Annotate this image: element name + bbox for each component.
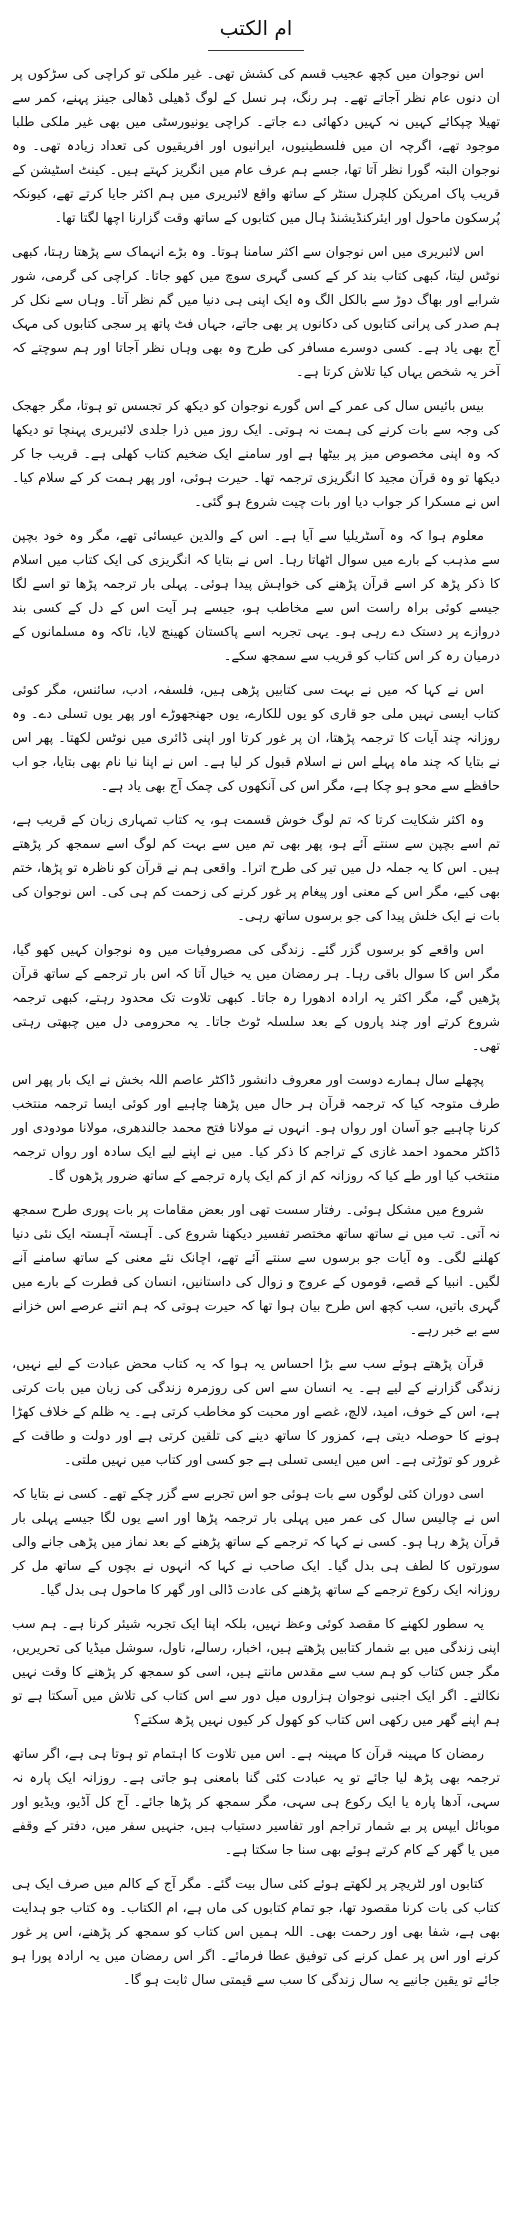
paragraph: پچھلے سال ہمارے دوست اور معروف دانشور ڈاکٹر عاصم اللہ بخش نے ایک بار پھر اس طرف متوجہ کیا کہ ترجمہ قرآن ہر حال میں پڑھنا چاہیے اور کوئی ایسا ترجمہ منتخب کرنا چاہیے جو آسان اور رواں ہو۔ انہوں نے مولانا فتح محمد جالندھری، مولانا مودودی اور ڈاکٹر محمود احمد غازی کے تراجم کا ذکر کیا۔ میں نے اپنے لیے ایک سادہ اور رواں ترجمہ منتخب کیا اور طے کیا کہ روزانہ کم از کم ایک پارہ ترجمے کے ساتھ ضرور پڑھوں گا۔ [12, 1073, 500, 1184]
paragraph: یہ سطور لکھنے کا مقصد کوئی وعظ نہیں، بلکہ اپنا ایک تجربہ شیئر کرنا ہے۔ ہم سب اپنی زندگی میں بے شمار کتابیں پڑھتے ہیں، اخبار، رسالے، ناول، سوشل میڈیا کی تحریریں، مگر جس کتاب کو ہم سب سے مقدس مانتے ہیں، اسی کو سمجھ کر پڑھنے کا وقت نہیں نکالتے۔ اگر ایک اجنبی نوجوان ہزاروں میل دور سے اس کتاب کی تلاش میں آسکتا ہے تو ہم اپنے گھر میں رکھی اس کتاب کو کھول کر کیوں نہیں پڑھ سکتے؟ [12, 1617, 500, 1728]
paragraph: قرآن پڑھتے ہوئے سب سے بڑا احساس یہ ہوا کہ یہ کتاب محض عبادت کے لیے نہیں، زندگی گزارنے کے لیے ہے۔ یہ انسان سے اس کی روزمرہ زندگی کی زبان میں بات کرتی ہے، اس کے خوف، امید، لالچ، غصے اور محبت کو مخاطب کرتی ہے۔ یہ ظلم کے خلاف کھڑا ہونے کا حوصلہ دیتی ہے، کمزور کا ساتھ دینے کی تلقین کرتی ہے اور دولت و طاقت کے غرور کو توڑتی ہے۔ اس میں ایسی تسلی ہے جو کسی اور کتاب میں نہیں ملتی۔ [12, 1357, 500, 1468]
paragraph: وہ اکثر شکایت کرتا کہ تم لوگ خوش قسمت ہو، یہ کتاب تمہاری زبان کے قریب ہے، تم اسے بچپن سے سنتے آئے ہو، پھر بھی تم میں سے بہت کم لوگ اسے سمجھ کر پڑھتے ہیں۔ اس کا یہ جملہ دل میں تیر کی طرح اترا۔ واقعی ہم نے قرآن کو ناظرہ تو پڑھا، ختم بھی کیے، مگر اس کے معنی اور پیغام پر غور کرنے کی زحمت کم ہی کی۔ اس نوجوان کی بات نے ایک خلش پیدا کی جو برسوں ساتھ رہی۔ [12, 813, 500, 924]
paragraph: اسی دوران کئی لوگوں سے بات ہوئی جو اس تجربے سے گزر چکے تھے۔ کسی نے بتایا کہ اس نے چالیس سال کی عمر میں پہلی بار ترجمہ پڑھا اور اسے یوں لگا جیسے پہلی بار قرآن پڑھ رہا ہو۔ کسی نے کہا کہ ترجمے کے ساتھ پڑھنے کے بعد نماز میں پڑھی جانے والی سورتوں کا لطف ہی بدل گیا۔ ایک صاحب نے کہا کہ انہوں نے بچوں کے ساتھ مل کر روزانہ ایک رکوع ترجمے کے ساتھ پڑھنے کی عادت ڈالی اور گھر کا ماحول ہی بدل گیا۔ [12, 1487, 500, 1598]
paragraph: اس واقعے کو برسوں گزر گئے۔ زندگی کی مصروفیات میں وہ نوجوان کہیں کھو گیا، مگر اس کا سوال باقی رہا۔ ہر رمضان میں یہ خیال آتا کہ اس بار ترجمے کے ساتھ قرآن پڑھیں گے، مگر اکثر یہ ارادہ ادھورا رہ جاتا۔ کبھی تلاوت تک محدود رہتے، کبھی ترجمہ شروع کرتے اور چند پاروں کے بعد سلسلہ ٹوٹ جاتا۔ یہ محرومی دل میں چبھتی رہتی تھی۔ [12, 943, 500, 1054]
paragraph: اس نے کہا کہ میں نے بہت سی کتابیں پڑھی ہیں، فلسفہ، ادب، سائنس، مگر کوئی کتاب ایسی نہیں ملی جو قاری کو یوں للکارے، یوں جھنجھوڑے اور پھر یوں تسلی دے۔ وہ روزانہ چند آیات کا ترجمہ پڑھتا، ان پر غور کرتا اور اپنی ڈائری میں نوٹس لکھتا۔ پھر اس نے بتایا کہ چند ماہ پہلے اس نے اسلام قبول کر لیا ہے۔ اس نے اپنا نیا نام بھی بتایا، جو اب حافظے سے محو ہو چکا ہے، مگر اس کی آنکھوں کی چمک آج بھی یاد ہے۔ [12, 683, 500, 794]
paragraph: اس نوجوان میں کچھ عجیب قسم کی کشش تھی۔ غیر ملکی تو کراچی کی سڑکوں پر ان دنوں عام نظر آجاتے تھے۔ ہر رنگ، ہر نسل کے لوگ ڈھیلی ڈھالی جینز پہنے، کمر سے تھیلا چپکائے کہیں نہ کہیں دکھائی دے جاتے۔ کراچی یونیورسٹی میں بھی غیر ملکی طلبا موجود تھے، اگرچہ ان میں فلسطینیوں، ایرانیوں اور افریقیوں کی تعداد زیادہ تھی۔ وہ نوجوان البتہ گورا نظر آتا تھا، جسے ہم عرف عام میں انگریز کہتے ہیں۔ کینٹ اسٹیشن کے قریب پاک امریکن کلچرل سنٹر کے ساتھ واقع لائبریری میں ہم اکثر جایا کرتے تھے، کیونکہ پُرسکون ماحول اور ایئرکنڈیشنڈ ہال میں کتابوں کے ساتھ وقت گزارنا اچھا لگتا تھا۔ [12, 67, 500, 226]
paragraph: کتابوں اور لٹریچر پر لکھتے ہوئے کئی سال بیت گئے۔ مگر آج کے کالم میں صرف ایک ہی کتاب کی بات کرنا مقصود تھا، جو تمام کتابوں کی ماں ہے، ام الکتاب۔ وہ کتاب جو ہدایت بھی ہے، شفا بھی اور رحمت بھی۔ اللہ ہمیں اس کتاب کو سمجھ کر پڑھنے، اس پر غور کرنے اور اس پر عمل کرنے کی توفیق عطا فرمائے۔ اگر اس رمضان میں یہ ارادہ پورا ہو جائے تو یقین جانیے یہ سال زندگی کا سب سے قیمتی سال ثابت ہو گا۔ [12, 1877, 500, 1988]
paragraph: بیس بائیس سال کی عمر کے اس گورے نوجوان کو دیکھ کر تجسس تو ہوتا، مگر جھجک کی وجہ سے بات کرنے کی ہمت نہ ہوتی۔ ایک روز میں ذرا جلدی لائبریری پہنچا تو دیکھا کہ وہ اپنی مخصوص میز پر بیٹھا ہے اور سامنے ایک ضخیم کتاب کھلی ہے۔ قریب جا کر دیکھا تو وہ قرآن مجید کا انگریزی ترجمہ تھا۔ حیرت ہوئی، اور پھر ہمت کر کے سلام کیا۔ اس نے مسکرا کر جواب دیا اور بات چیت شروع ہو گئی۔ [12, 399, 500, 510]
paragraph: معلوم ہوا کہ وہ آسٹریلیا سے آیا ہے۔ اس کے والدین عیسائی تھے، مگر وہ خود بچپن سے مذہب کے بارے میں سوال اٹھاتا رہا۔ اس نے بتایا کہ انگریزی کی ایک کتاب میں اسلام کا ذکر پڑھ کر اسے قرآن پڑھنے کی خواہش پیدا ہوئی۔ پہلی بار ترجمہ پڑھا تو اسے لگا جیسے کوئی براہ راست اس سے مخاطب ہو، جیسے ہر آیت اس کے دل کے کسی بند دروازے پر دستک دے رہی ہو۔ یہی تجربہ اسے پاکستان کھینچ لایا، تاکہ وہ مسلمانوں کے درمیان رہ کر اس کتاب کو قریب سے سمجھ سکے۔ [12, 529, 500, 664]
paragraph: شروع میں مشکل ہوئی۔ رفتار سست تھی اور بعض مقامات پر بات پوری طرح سمجھ نہ آتی۔ تب میں نے ساتھ ساتھ مختصر تفسیر دیکھنا شروع کی۔ آہستہ آہستہ ایک نئی دنیا کھلنے لگی۔ وہ آیات جو برسوں سے سنتے آئے تھے، اچانک نئے معنی کے ساتھ سامنے آنے لگیں۔ انبیا کے قصے، قوموں کے عروج و زوال کی داستانیں، انسان کی فطرت کے بارے میں گہری باتیں، سب کچھ اس طرح بیان ہوا تھا کہ حیرت ہوتی کہ ہم اتنے عرصے اس خزانے سے بے خبر رہے۔ [12, 1203, 500, 1338]
title-underline [208, 50, 304, 51]
column-body [12, 63, 500, 1993]
column-title: ام الکتب [219, 16, 293, 40]
paragraph: اس لائبریری میں اس نوجوان سے اکثر سامنا ہوتا۔ وہ بڑے انہماک سے پڑھتا رہتا، کبھی نوٹس لیتا، کبھی کتاب بند کر کے کسی گہری سوچ میں کھو جاتا۔ کراچی کی گرمی، شور شرابے اور بھاگ دوڑ سے بالکل الگ وہ ایک اپنی ہی دنیا میں گم نظر آتا۔ وہاں سے نکل کر ہم صدر کی پرانی کتابوں کی دکانوں پر بھی جاتے، جہاں فٹ پاتھ پر سجی کتابوں کی مہک آج بھی یاد ہے۔ کسی دوسرے مسافر کی طرح وہ بھی وہاں نظر آجاتا اور ہم سوچتے کہ آخر یہ شخص یہاں کیا تلاش کرتا ہے۔ [12, 245, 500, 380]
paragraph: رمضان کا مہینہ قرآن کا مہینہ ہے۔ اس میں تلاوت کا اہتمام تو ہوتا ہی ہے، اگر ساتھ ترجمہ بھی پڑھ لیا جائے تو یہ عبادت کئی گنا بامعنی ہو جاتی ہے۔ روزانہ ایک پارہ نہ سہی، آدھا پارہ یا ایک رکوع ہی سہی، مگر سمجھ کر پڑھا جائے۔ آج کل آڈیو، ویڈیو اور موبائل ایپس پر بے شمار تراجم اور تفاسیر دستیاب ہیں، جنہیں سفر میں، دفتر کے وقفے میں یا گھر کے کام کرتے ہوئے بھی سنا جا سکتا ہے۔ [12, 1747, 500, 1858]
